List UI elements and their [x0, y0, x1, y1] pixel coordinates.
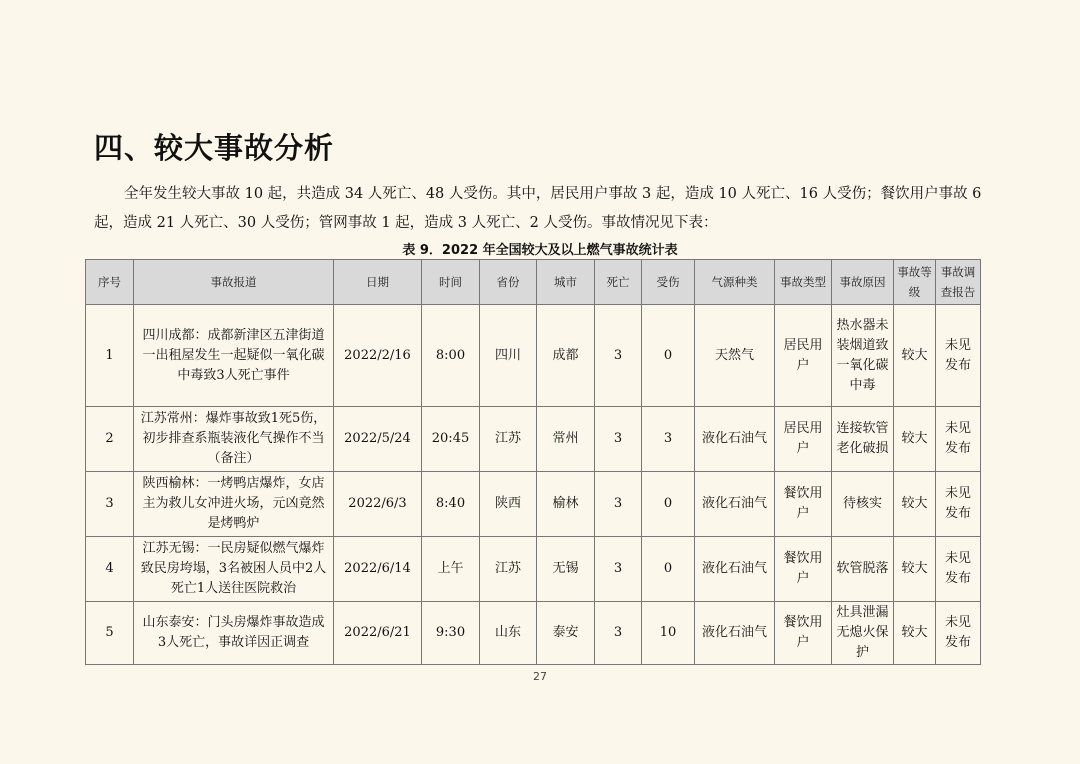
table-cell: 8:40	[422, 472, 480, 537]
table-cell: 0	[642, 305, 695, 407]
table-cell: 餐饮用户	[775, 537, 832, 602]
table-cell: 3	[595, 472, 642, 537]
header-cell: 事故调查报告	[936, 260, 981, 305]
table-cell: 未见发布	[936, 407, 981, 472]
table-row	[86, 407, 981, 472]
table-cell: 成都	[537, 305, 595, 407]
table-cell: 四川	[480, 305, 537, 407]
table-cell: 较大	[894, 305, 936, 407]
accident-statistics-table	[85, 259, 981, 665]
table-header-row	[86, 260, 981, 305]
header-cell: 事故原因	[832, 260, 894, 305]
table-cell: 液化石油气	[695, 472, 775, 537]
paragraph-line-2: 起，造成 21 人死亡、30 人受伤；管网事故 1 起，造成 3 人死亡、2 人受伤。事故情况见下表：	[94, 215, 718, 231]
table-cell: 20:45	[422, 407, 480, 472]
table-cell: 未见发布	[936, 537, 981, 602]
table-cell: 山东	[480, 602, 537, 665]
table-cell: 较大	[894, 472, 936, 537]
table-cell: 热水器未装烟道致一氧化碳中毒	[832, 305, 894, 407]
table-cell: 3	[595, 537, 642, 602]
table-cell: 2022/2/16	[334, 305, 422, 407]
table-cell: 液化石油气	[695, 602, 775, 665]
table-cell: 3	[86, 472, 134, 537]
table-cell: 2	[86, 407, 134, 472]
page-number: 27	[533, 670, 547, 683]
table-cell: 江苏	[480, 407, 537, 472]
table-cell: 3	[595, 602, 642, 665]
table-cell: 灶具泄漏无熄火保护	[832, 602, 894, 665]
table-row	[86, 305, 981, 407]
table-caption: 表 9．2022 年全国较大及以上燃气事故统计表	[402, 243, 678, 258]
summary-paragraph	[94, 180, 1006, 238]
table-cell: 上午	[422, 537, 480, 602]
paragraph-line-1: 全年发生较大事故 10 起，共造成 34 人死亡、48 人受伤。其中，居民用户事故 3 起，造成 10 人死亡、16 人受伤；餐饮用户事故 6	[124, 186, 982, 202]
table-cell: 未见发布	[936, 305, 981, 407]
header-cell: 序号	[86, 260, 134, 305]
table-cell: 连接软管老化破损	[832, 407, 894, 472]
table-cell: 无锡	[537, 537, 595, 602]
section-heading: 四、较大事故分析	[94, 131, 335, 165]
table-cell: 2022/6/14	[334, 537, 422, 602]
table-row	[86, 602, 981, 665]
table-cell: 较大	[894, 602, 936, 665]
table-cell: 8:00	[422, 305, 480, 407]
table-cell: 0	[642, 472, 695, 537]
table-cell: 10	[642, 602, 695, 665]
table-cell: 2022/6/3	[334, 472, 422, 537]
header-cell: 日期	[334, 260, 422, 305]
table-cell: 未见发布	[936, 472, 981, 537]
header-cell: 事故等级	[894, 260, 936, 305]
table-cell: 较大	[894, 537, 936, 602]
table-cell: 2022/5/24	[334, 407, 422, 472]
header-cell: 死亡	[595, 260, 642, 305]
header-cell: 受伤	[642, 260, 695, 305]
header-cell: 时间	[422, 260, 480, 305]
header-cell: 事故类型	[775, 260, 832, 305]
table-cell: 餐饮用户	[775, 602, 832, 665]
table-cell: 1	[86, 305, 134, 407]
table-row	[86, 472, 981, 537]
header-cell: 气源种类	[695, 260, 775, 305]
table-cell: 未见发布	[936, 602, 981, 665]
table-cell: 待核实	[832, 472, 894, 537]
table-cell: 山东泰安：门头房爆炸事故造成3人死亡，事故详因正调查	[134, 602, 334, 665]
table-cell: 江苏无锡：一民房疑似燃气爆炸致民房垮塌，3名被困人员中2人死亡1人送往医院救治	[134, 537, 334, 602]
table-cell: 3	[595, 305, 642, 407]
header-cell: 事故报道	[134, 260, 334, 305]
table-cell: 5	[86, 602, 134, 665]
table-cell: 陕西	[480, 472, 537, 537]
table-cell: 餐饮用户	[775, 472, 832, 537]
table-cell: 液化石油气	[695, 537, 775, 602]
table-cell: 居民用户	[775, 305, 832, 407]
table-cell: 4	[86, 537, 134, 602]
table-row	[86, 537, 981, 602]
table-cell: 0	[642, 537, 695, 602]
table-cell: 3	[595, 407, 642, 472]
table-cell: 9:30	[422, 602, 480, 665]
table-cell: 2022/6/21	[334, 602, 422, 665]
table-cell: 榆林	[537, 472, 595, 537]
header-cell: 省份	[480, 260, 537, 305]
table-cell: 江苏常州：爆炸事故致1死5伤，初步排查系瓶装液化气操作不当（备注）	[134, 407, 334, 472]
header-cell: 城市	[537, 260, 595, 305]
table-cell: 居民用户	[775, 407, 832, 472]
table-cell: 陕西榆林：一烤鸭店爆炸，女店主为救儿女冲进火场，元凶竟然是烤鸭炉	[134, 472, 334, 537]
table-cell: 四川成都：成都新津区五津街道一出租屋发生一起疑似一氧化碳中毒致3人死亡事件	[134, 305, 334, 407]
table-cell: 较大	[894, 407, 936, 472]
table-cell: 常州	[537, 407, 595, 472]
table-cell: 液化石油气	[695, 407, 775, 472]
table-cell: 泰安	[537, 602, 595, 665]
table-cell: 江苏	[480, 537, 537, 602]
table-cell: 软管脱落	[832, 537, 894, 602]
table-cell: 天然气	[695, 305, 775, 407]
table-cell: 3	[642, 407, 695, 472]
